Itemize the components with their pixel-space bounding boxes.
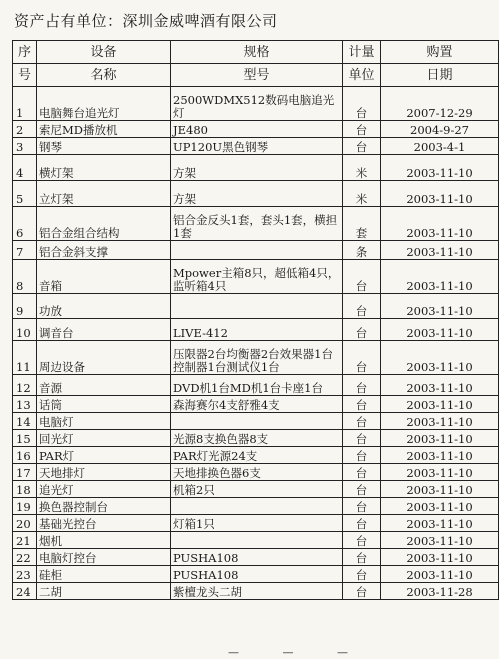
row-date: 2003-11-10 (381, 430, 499, 447)
table-row (13, 447, 499, 464)
row-unit: 台 (343, 481, 381, 498)
row-unit: 条 (343, 241, 381, 260)
row-spec (171, 498, 343, 515)
row-date: 2004-9-27 (381, 121, 499, 138)
row-number: 14 (13, 413, 37, 430)
table-row (13, 87, 499, 121)
row-number: 1 (13, 87, 37, 121)
row-spec: 方架 (171, 155, 343, 181)
row-spec: 方架 (171, 181, 343, 207)
row-name: 索尼MD播放机 (37, 121, 171, 138)
row-unit: 台 (343, 375, 381, 396)
row-number: 6 (13, 207, 37, 241)
row-name: 回光灯 (37, 430, 171, 447)
row-name: 周边设备 (37, 341, 171, 375)
row-date: 2003-11-10 (381, 181, 499, 207)
row-number: 5 (13, 181, 37, 207)
row-unit: 台 (343, 498, 381, 515)
row-spec: LIVE-412 (171, 319, 343, 341)
header-date: 日期 (381, 64, 499, 87)
row-spec (171, 241, 343, 260)
row-number: 12 (13, 375, 37, 396)
row-unit: 台 (343, 396, 381, 413)
table-row (13, 341, 499, 375)
table-row (13, 207, 499, 241)
row-date: 2003-4-1 (381, 138, 499, 155)
row-name: 烟机 (37, 532, 171, 549)
row-number: 22 (13, 549, 37, 566)
row-date: 2003-11-10 (381, 464, 499, 481)
row-unit: 台 (343, 532, 381, 549)
row-unit: 台 (343, 341, 381, 375)
table-row (13, 566, 499, 583)
row-number: 10 (13, 319, 37, 341)
row-date: 2003-11-10 (381, 207, 499, 241)
row-date: 2003-11-10 (381, 566, 499, 583)
row-number: 15 (13, 430, 37, 447)
table-row (13, 260, 499, 294)
header-seq: 序 (13, 41, 37, 64)
row-spec: 压限器2台均衡器2台效果器1台控制器1台测试仪1台 (171, 341, 343, 375)
table-row (13, 549, 499, 566)
row-date: 2003-11-10 (381, 532, 499, 549)
row-number: 23 (13, 566, 37, 583)
row-unit: 台 (343, 260, 381, 294)
table-row (13, 138, 499, 155)
table-row (13, 481, 499, 498)
row-unit: 台 (343, 447, 381, 464)
row-date: 2003-11-10 (381, 413, 499, 430)
table-row (13, 241, 499, 260)
page-edge-mark: — — — (228, 646, 368, 659)
row-spec: 铝合金反头1套，套头1套，横担1套 (171, 207, 343, 241)
row-name: 钢琴 (37, 138, 171, 155)
row-date: 2003-11-10 (381, 515, 499, 532)
row-number: 24 (13, 583, 37, 600)
table-row (13, 583, 499, 600)
row-unit: 台 (343, 566, 381, 583)
row-spec: PUSHA108 (171, 566, 343, 583)
row-date: 2003-11-10 (381, 319, 499, 341)
row-number: 13 (13, 396, 37, 413)
row-number: 4 (13, 155, 37, 181)
row-spec (171, 532, 343, 549)
row-spec: 灯箱1只 (171, 515, 343, 532)
row-number: 17 (13, 464, 37, 481)
row-spec: 天地排换色器6支 (171, 464, 343, 481)
row-unit: 套 (343, 207, 381, 241)
row-unit: 米 (343, 155, 381, 181)
row-name: 追光灯 (37, 481, 171, 498)
row-name: 调音台 (37, 319, 171, 341)
table-row (13, 319, 499, 341)
row-unit: 台 (343, 430, 381, 447)
row-unit: 台 (343, 319, 381, 341)
header-model: 型号 (171, 64, 343, 87)
row-name: 天地排灯 (37, 464, 171, 481)
asset-owner-label: 资产占有单位：深圳金威啤酒有限公司 (14, 12, 278, 30)
row-unit: 台 (343, 413, 381, 430)
row-number: 19 (13, 498, 37, 515)
table-row (13, 464, 499, 481)
row-date: 2003-11-10 (381, 260, 499, 294)
table-row (13, 396, 499, 413)
row-name: 硅柜 (37, 566, 171, 583)
row-number: 18 (13, 481, 37, 498)
row-name: 电脑灯控台 (37, 549, 171, 566)
row-number: 2 (13, 121, 37, 138)
row-spec: 光源8支换色器8支 (171, 430, 343, 447)
row-name: 电脑舞台追光灯 (37, 87, 171, 121)
row-spec: PUSHA108 (171, 549, 343, 566)
row-spec: DVD机1台MD机1台卡座1台 (171, 375, 343, 396)
row-number: 9 (13, 294, 37, 319)
row-date: 2003-11-10 (381, 375, 499, 396)
row-unit: 台 (343, 87, 381, 121)
row-name: 基础光控台 (37, 515, 171, 532)
header-purchase: 购置 (381, 41, 499, 64)
row-date: 2003-11-10 (381, 447, 499, 464)
row-name: 立灯架 (37, 181, 171, 207)
row-date: 2003-11-10 (381, 155, 499, 181)
row-date: 2003-11-10 (381, 241, 499, 260)
row-date: 2003-11-10 (381, 396, 499, 413)
row-spec: 机箱2只 (171, 481, 343, 498)
row-unit: 台 (343, 549, 381, 566)
table-row (13, 155, 499, 181)
table-row (13, 430, 499, 447)
row-unit: 台 (343, 121, 381, 138)
table-row (13, 181, 499, 207)
row-name: 铝合金组合结构 (37, 207, 171, 241)
header-equipment: 设备 (37, 41, 171, 64)
row-name: 横灯架 (37, 155, 171, 181)
row-unit: 台 (343, 138, 381, 155)
row-name: 音箱 (37, 260, 171, 294)
row-date: 2007-12-29 (381, 87, 499, 121)
table-row (13, 515, 499, 532)
row-unit: 台 (343, 515, 381, 532)
row-unit: 米 (343, 181, 381, 207)
row-spec: 2500WDMX512数码电脑追光灯 (171, 87, 343, 121)
table-row (13, 498, 499, 515)
row-unit: 台 (343, 583, 381, 600)
row-name: 话筒 (37, 396, 171, 413)
header-row-1 (13, 41, 499, 64)
row-number: 20 (13, 515, 37, 532)
row-date: 2003-11-10 (381, 294, 499, 319)
row-name: 换色器控制台 (37, 498, 171, 515)
table-row (13, 294, 499, 319)
row-date: 2003-11-10 (381, 549, 499, 566)
row-date: 2003-11-10 (381, 341, 499, 375)
row-date: 2003-11-10 (381, 498, 499, 515)
header-number: 号 (13, 64, 37, 87)
row-name: 功放 (37, 294, 171, 319)
row-name: PAR灯 (37, 447, 171, 464)
row-unit: 台 (343, 464, 381, 481)
row-spec: Mpower主箱8只，超低箱4只，监听箱4只 (171, 260, 343, 294)
header-name: 名称 (37, 64, 171, 87)
row-spec: UP120U黑色钢琴 (171, 138, 343, 155)
header-row-2 (13, 64, 499, 87)
row-number: 11 (13, 341, 37, 375)
header-measure: 计量 (343, 41, 381, 64)
row-spec (171, 413, 343, 430)
table-row (13, 413, 499, 430)
row-number: 21 (13, 532, 37, 549)
row-spec (171, 294, 343, 319)
row-name: 电脑灯 (37, 413, 171, 430)
row-name: 音源 (37, 375, 171, 396)
table-row (13, 375, 499, 396)
table-row (13, 121, 499, 138)
row-spec: PAR灯光源24支 (171, 447, 343, 464)
row-date: 2003-11-28 (381, 583, 499, 600)
row-number: 16 (13, 447, 37, 464)
row-date: 2003-11-10 (381, 481, 499, 498)
header-spec: 规格 (171, 41, 343, 64)
row-number: 3 (13, 138, 37, 155)
asset-table (12, 40, 499, 600)
table-row (13, 532, 499, 549)
row-name: 二胡 (37, 583, 171, 600)
row-number: 8 (13, 260, 37, 294)
header-unit: 单位 (343, 64, 381, 87)
row-name: 铝合金斜支撑 (37, 241, 171, 260)
row-number: 7 (13, 241, 37, 260)
row-unit: 台 (343, 294, 381, 319)
row-spec: JE480 (171, 121, 343, 138)
row-spec: 紫檀龙头二胡 (171, 583, 343, 600)
row-spec: 森海赛尔4支舒雅4支 (171, 396, 343, 413)
